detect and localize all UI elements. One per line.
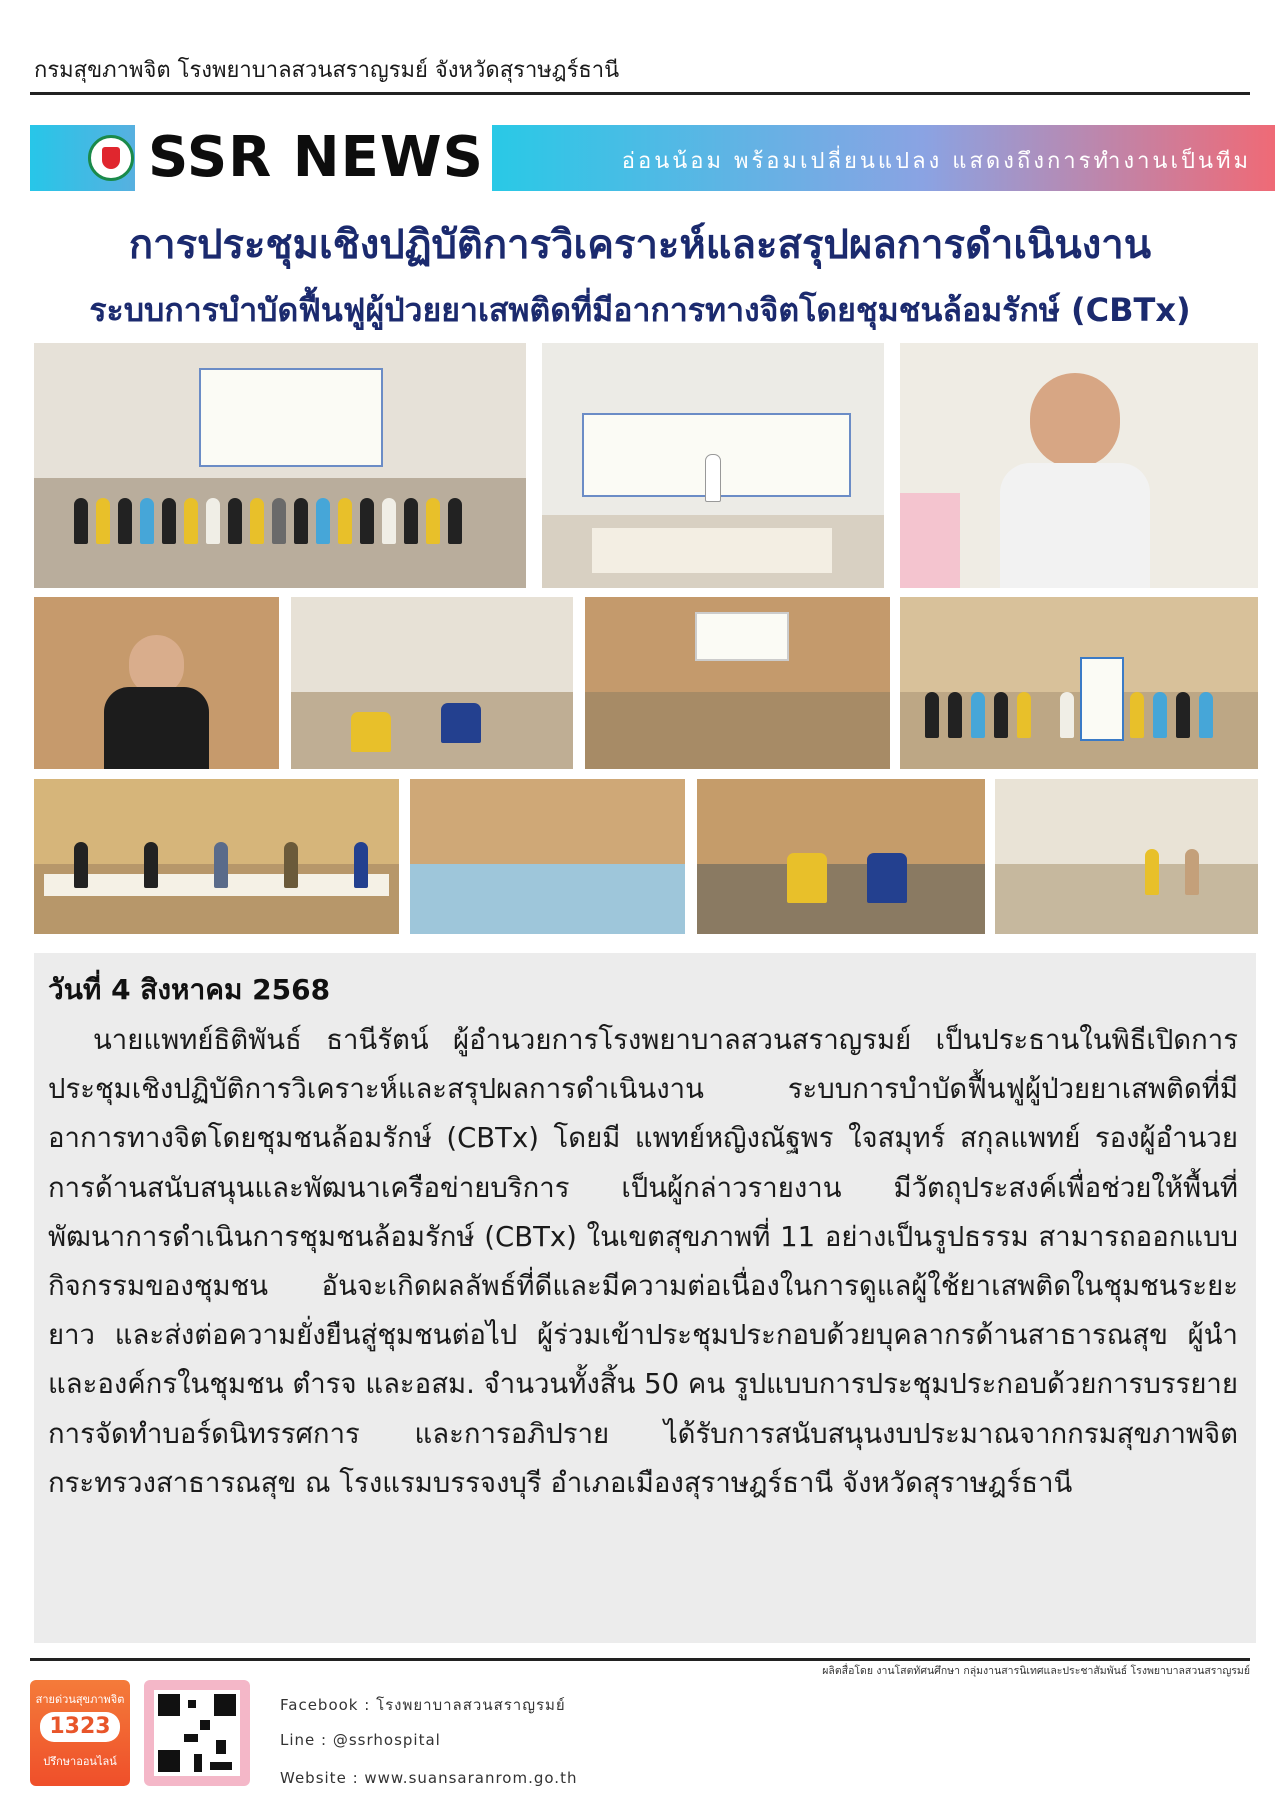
- production-credit: ผลิตสื่อโดย งานโสตทัศนศึกษา กลุ่มงานสารนิเทศและประชาสัมพันธ์ โรงพยาบาลสวนสราญรมย์: [822, 1665, 1250, 1677]
- hotline-number: 1323: [40, 1712, 120, 1742]
- photo-exhibition-group: [900, 597, 1258, 769]
- photo-female-speaker: [34, 597, 279, 769]
- photo-stage-speaker: [542, 343, 884, 588]
- footer-divider: [30, 1658, 1250, 1661]
- article-body: นายแพทย์ธิติพันธ์ ธานีรัตน์ ผู้อำนวยการโรงพยาบาลสวนสราญรมย์ เป็นประธานในพิธีเปิดการประชุมเชิงปฏิบัติการวิเคราะห์และสรุปผลการดำเนินงาน ระบบการบำบัดฟื้นฟูผู้ป่วยยาเสพติดที่มีอาการทางจิตโดยชุมชนล้อมรักษ์ (CBTx) โดยมี แพทย์หญิงณัฐพร ใจสมุทร์ สกุลแพทย์ รองผู้อำนวยการด้านสนับสนุนและพัฒนาเครือข่ายบริการ เป็นผู้กล่าวรายงาน มีวัตถุประสงค์เพื่อช่วยให้พื้นที่พัฒนาการดำเนินการชุมชนล้อมรักษ์ (CBTx) ในเขตสุขภาพที่ 11 อย่างเป็นรูปธรรม สามารถออกแบบกิจกรรมของชุมชน อันจะเกิดผลลัพธ์ที่ดีและมีความต่อเนื่องในการดูแลผู้ใช้ยาเสพติดในชุมชนระยะยาว และส่งต่อความยั่งยืนสู่ชุมชนต่อไป ผู้ร่วมเข้าประชุมประกอบด้วยบุคลากรด้านสาธารณสุข ผู้นำและองค์กรในชุมชน ตำรจ และอสม. จำนวนทั้งสิ้น 50 คน รูปแบบการประชุมประกอบด้วยการบรรยาย การจัดทำบอร์ดนิทรรศการ และการอภิปราย ได้รับการสนับสนุนงบประมาณจากกรมสุขภาพจิต กระทรวงสาธารณสุข ณ โรงแรมบรรจงบุรี อำเภอเมืองสุราษฎร์ธานี จังหวัดสุราษฎร์ธานี: [48, 1024, 1238, 1499]
- banner-left-stripe: [30, 125, 135, 191]
- organization-header: กรมสุขภาพจิต โรงพยาบาลสวนสราญรมย์ จังหวัดสุราษฎร์ธานี: [34, 58, 620, 83]
- photo-audience-back: [291, 597, 573, 769]
- photo-panel-table: [34, 779, 399, 934]
- slogan-text: อ่อนน้อม พร้อมเปลี่ยนแปลง แสดงถึงการทำงานเป็นทีม: [621, 149, 1251, 174]
- photo-workshop-participants: [410, 779, 685, 934]
- brand-title: SSR NEWS: [148, 125, 484, 190]
- hotline-sub: ปรึกษาออนไลน์: [43, 1755, 117, 1768]
- photo-board-activity: [995, 779, 1258, 934]
- website-link[interactable]: Website : www.suansaranrom.go.th: [280, 1769, 578, 1787]
- facebook-contact[interactable]: Facebook : โรงพยาบาลสวนสราญรมย์: [280, 1696, 566, 1714]
- qr-code-icon[interactable]: [144, 1680, 250, 1786]
- header-divider: [30, 92, 1250, 95]
- article-date: วันที่ 4 สิงหาคม 2568: [48, 973, 331, 1006]
- line-contact[interactable]: Line : @ssrhospital: [280, 1731, 441, 1749]
- photo-speaker-closeup: [900, 343, 1258, 588]
- photo-volunteers-discussion: [697, 779, 985, 934]
- slogan-bar: [492, 125, 1275, 191]
- photo-meeting-hall: [585, 597, 890, 769]
- department-of-mental-health-logo-icon: [88, 135, 134, 181]
- mental-health-hotline-badge: [30, 1680, 130, 1786]
- headline-line-2: ระบบการบำบัดฟื้นฟูผู้ป่วยยาเสพติดที่มีอาการทางจิตโดยชุมชนล้อมรักษ์ (CBTx): [89, 291, 1191, 329]
- hotline-label: สายด่วนสุขภาพจิต: [35, 1693, 125, 1706]
- photo-group-portrait: [34, 343, 526, 588]
- news-banner: [30, 125, 1275, 191]
- headline-line-1: การประชุมเชิงปฏิบัติการวิเคราะห์และสรุปผลการดำเนินงาน: [128, 222, 1152, 268]
